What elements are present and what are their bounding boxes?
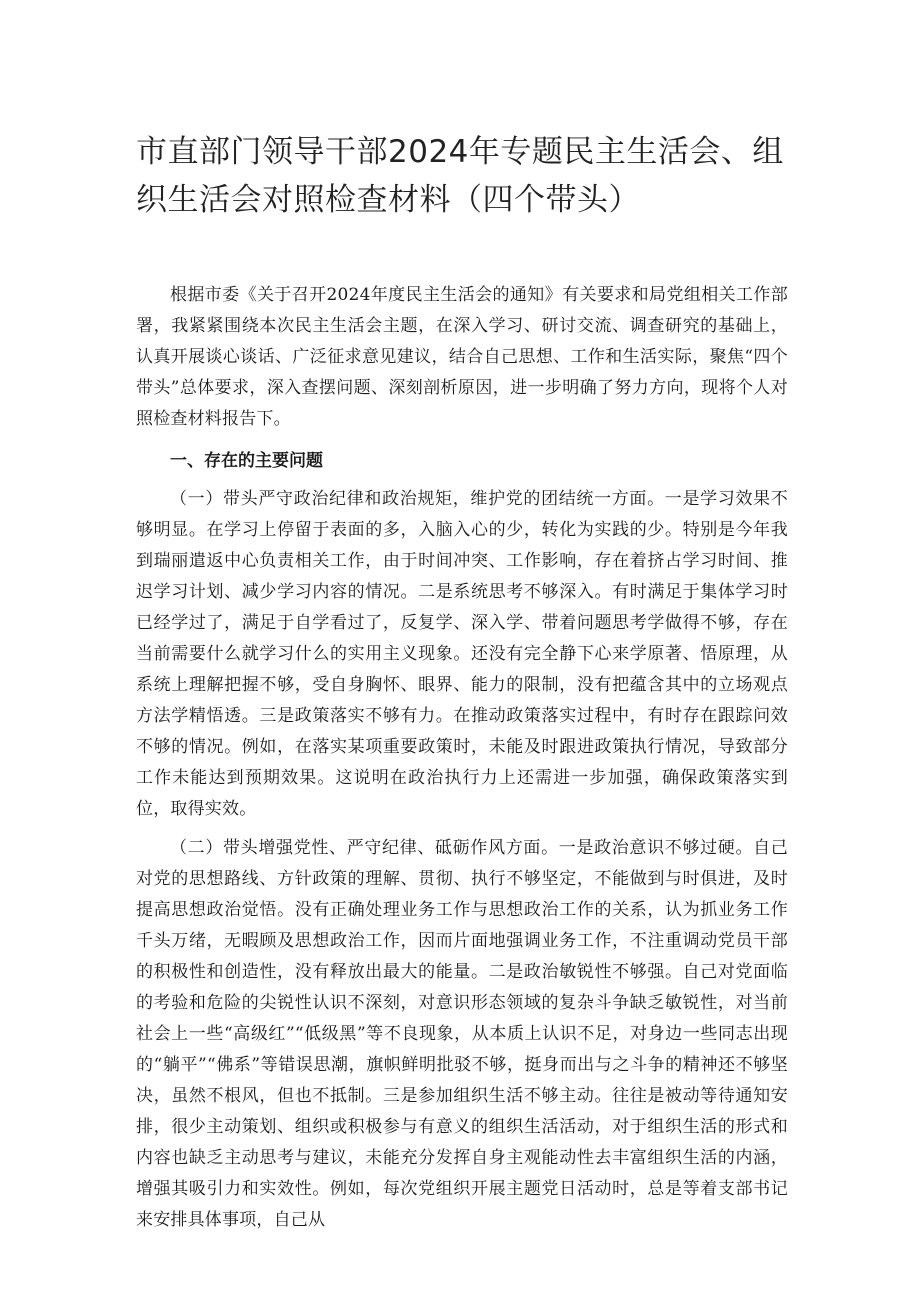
body-paragraph-2: （二）带头增强党性、严守纪律、砥砺作风方面。一是政治意识不够过硬。自己对党的思想路线、方针政策的理解、贯彻、执行不够坚定，不能做到与时俱进，及时提高思想政治觉悟。没有正确处理业务工作与思想政治工作的关系，认为抓业务工作千头万绪，无暇顾及思想政治工作，因而片面地强调业务工作，不注重调动党员干部的积极性和创造性，没有释放出最大的能量。二是政治敏锐性不够强。自己对党面临的考验和危险的尖锐性认识不深刻，对意识形态领域的复杂斗争缺乏敏锐性，对当前社会上一些“高级红”“低级黑”等不良现象，从本质上认识不足，对身边一些同志出现的“躺平”“佛系”等错误思潮，旗帜鲜明批驳不够，挺身而出与之斗争的精神还不够坚决，虽然不根风，但也不抵制。三是参加组织生活不够主动。往往是被动等待通知安排，很少主动策划、组织或积极参与有意义的组织生活活动，对于组织生活的形式和内容也缺乏主动思考与建议，未能充分发挥自身主观能动性去丰富组织生活的内涵，增强其吸引力和实效性。例如，每次党组织开展主题党日活动时，总是等着支部书记来安排具体事项，自己从 [136, 838, 788, 1230]
document-title: 市直部门领导干部2024年专题民主生活会、组织生活会对照检查材料（四个带头） [136, 134, 784, 218]
intro-paragraph: 根据市委《关于召开2024年度民主生活会的通知》有关要求和局党组相关工作部署，我紧紧围绕本次民主生活会主题，在深入学习、研讨交流、调查研究的基础上，认真开展谈心谈话、广泛征求意见建议，结合自己思想、工作和生活实际，聚焦“四个带头”总体要求，深入查摆问题、深刻剖析原因，进一步明确了努力方向，现将个人对照检查材料报告下。 [136, 285, 788, 429]
document-body [136, 280, 788, 1236]
section-heading: 一、存在的主要问题 [170, 451, 323, 471]
body-paragraph-1: （一）带头严守政治纪律和政治规矩，维护党的团结统一方面。一是学习效果不够明显。在学习上停留于表面的多，入脑入心的少，转化为实践的少。特别是今年我到瑞丽遣返中心负责相关工作，由于时间冲突、工作影响，存在着挤占学习时间、推迟学习计划、减少学习内容的情况。二是系统思考不够深入。有时满足于集体学习时已经学过了，满足于自学看过了，反复学、深入学、带着问题思考学做得不够，存在当前需要什么就学习什么的实用主义现象。还没有完全静下心来学原著、悟原理，从系统上理解把握不够，受自身胸怀、眼界、能力的限制，没有把蕴含其中的立场观点方法学精悟透。三是政策落实不够有力。在推动政策落实过程中，有时存在跟踪问效不够的情况。例如，在落实某项重要政策时，未能及时跟进政策执行情况，导致部分工作未能达到预期效果。这说明在政治执行力上还需进一步加强，确保政策落实到位，取得实效。 [136, 489, 788, 819]
